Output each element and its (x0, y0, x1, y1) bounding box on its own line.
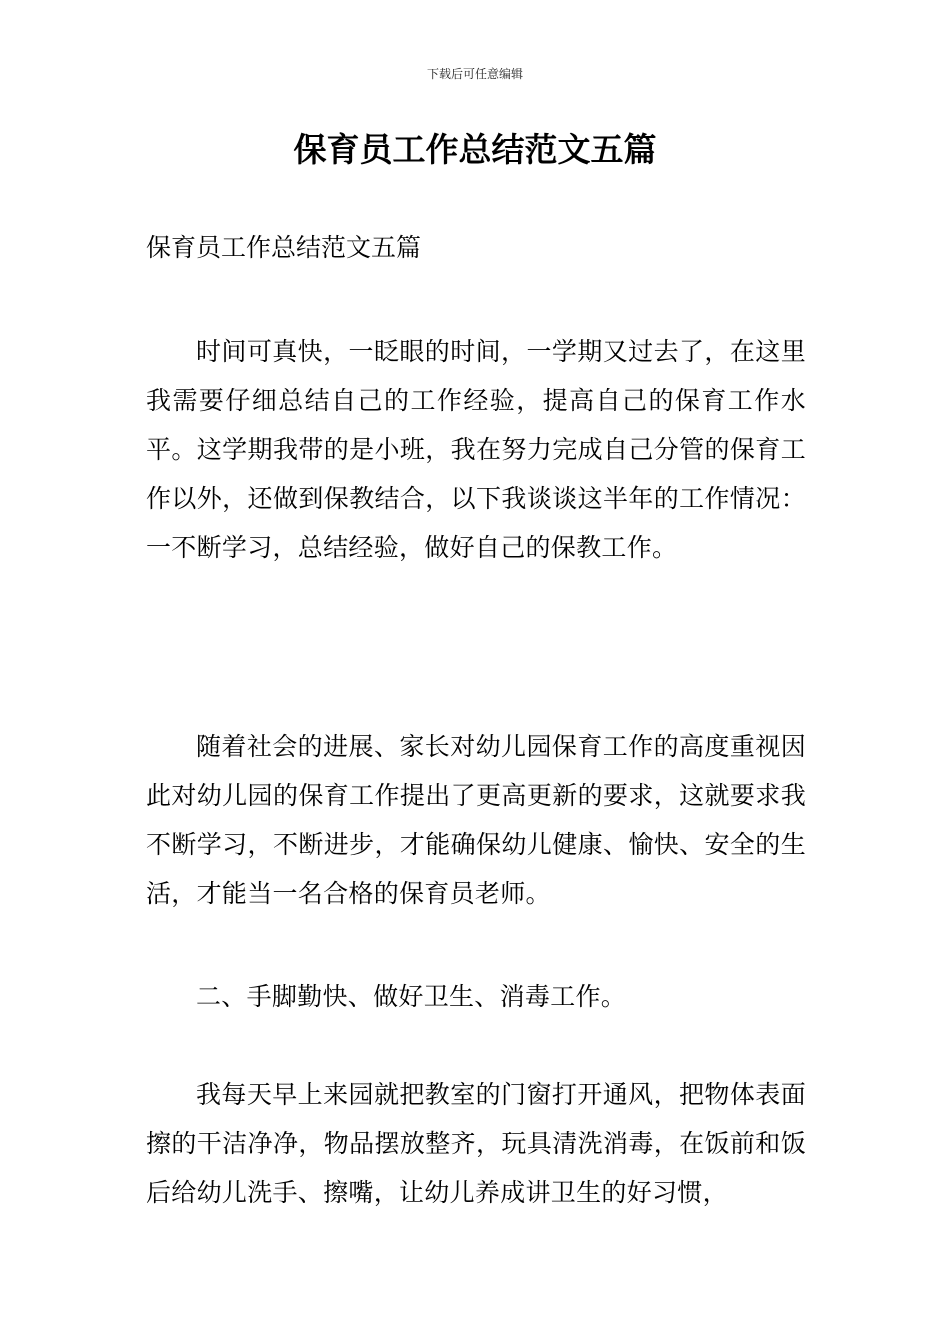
paragraph-hygiene: 我每天早上来园就把教室的门窗打开通风，把物体表面擦的干洁净净，物品摆放整齐，玩具清洗消毒，在饭前和饭后给幼儿洗手、擦嘴，让幼儿养成讲卫生的好习惯， (146, 1080, 806, 1207)
paragraph-learning: 随着社会的进展、家长对幼儿园保育工作的高度重视因此对幼儿园的保育工作提出了更高更新的要求，这就要求我不断学习，不断进步，才能确保幼儿健康、愉快、安全的生活，才能当一名合格的保育员老师。 (146, 732, 806, 908)
document-subtitle: 保育员工作总结范文五篇 (146, 233, 422, 262)
paragraph-intro: 时间可真快，一眨眼的时间，一学期又过去了，在这里我需要仔细总结自己的工作经验，提高自己的保育工作水平。这学期我带的是小班，我在努力完成自己分管的保育工作以外，还做到保教结合，以下我谈谈这半年的工作情况： 一不断学习，总结经验，做好自己的保教工作。 (146, 337, 806, 562)
section-heading-hygiene: 二、手脚勤快、做好卫生、消毒工作。 (196, 982, 627, 1011)
document-title: 保育员工作总结范文五篇 (293, 130, 657, 169)
header-note: 下载后可任意编辑 (426, 67, 523, 81)
